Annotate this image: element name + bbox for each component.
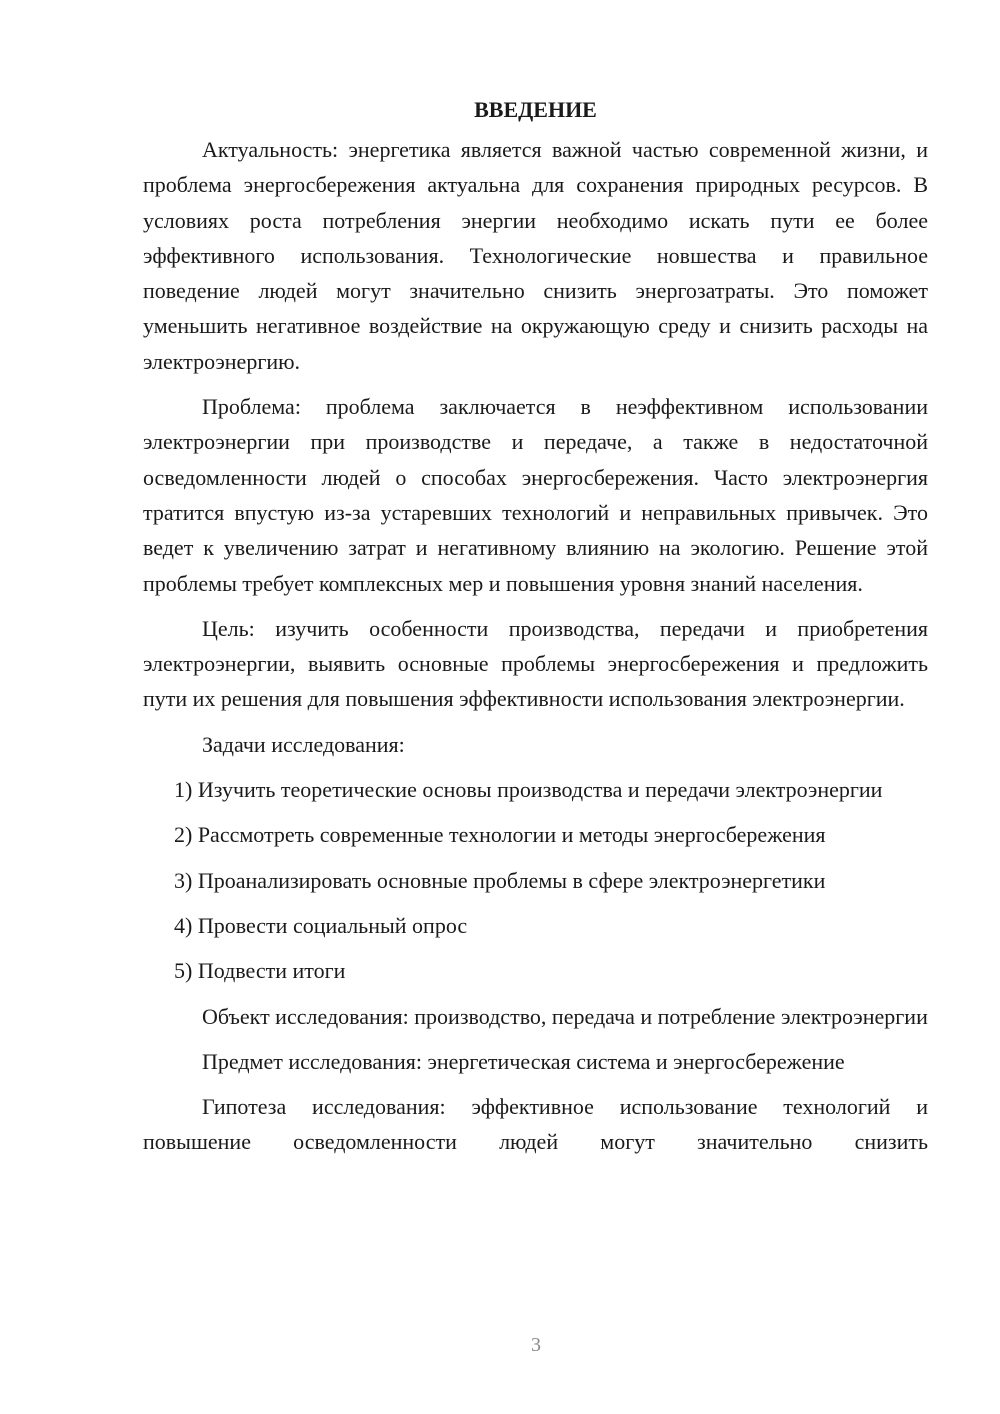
document-page xyxy=(143,92,928,1170)
goal-paragraph: Цель: изучить особенности производства, передачи и приобретения электроэнергии, выявить основные проблемы энергосбережения и предложить пути их решения для повышения эффективности использования электроэнергии. xyxy=(143,615,928,712)
problem-paragraph: Проблема: проблема заключается в неэффективном использовании электроэнергии при производстве и передаче, а также в недостаточной осведомленности людей о способах энергосбережения. Часто электроэнергия тратится впустую из-за устаревших технологий и неправильных привычек. Это ведет к увеличению затрат и негативному влиянию на экологию. Решение этой проблемы требует комплексных мер и повышения уровня знаний населения. xyxy=(143,394,928,596)
task-item-5: 5) Подвести итоги xyxy=(174,958,346,984)
subject-paragraph: Предмет исследования: энергетическая система и энергосбережение xyxy=(202,1048,845,1074)
page-number: 3 xyxy=(531,1334,541,1356)
relevance-paragraph: Актуальность: энергетика является важной частью современной жизни, и проблема энергосбережения актуальна для сохранения природных ресурсов. В условиях роста потребления энергии необходимо искать пути ее более эффективного использования. Технологические новшества и правильное поведение людей могут значительно снизить энергозатраты. Это поможет уменьшить негативное воздействие на окружающую среду и снизить расходы на электроэнергию. xyxy=(143,137,928,374)
tasks-heading: Задачи исследования: xyxy=(202,731,405,757)
object-paragraph: Объект исследования: производство, передача и потребление электроэнергии xyxy=(202,1003,928,1029)
hypothesis-paragraph: Гипотеза исследования: эффективное использование технологий и повышение осведомленности людей могут значительно снизить xyxy=(143,1094,928,1155)
task-item-3: 3) Проанализировать основные проблемы в сфере электроэнергетики xyxy=(174,867,826,893)
task-item-4: 4) Провести социальный опрос xyxy=(174,912,468,938)
task-item-2: 2) Рассмотреть современные технологии и методы энергосбережения xyxy=(174,822,826,848)
page-title: ВВЕДЕНИЕ xyxy=(474,97,597,122)
task-item-1: 1) Изучить теоретические основы производства и передачи электроэнергии xyxy=(174,777,883,803)
